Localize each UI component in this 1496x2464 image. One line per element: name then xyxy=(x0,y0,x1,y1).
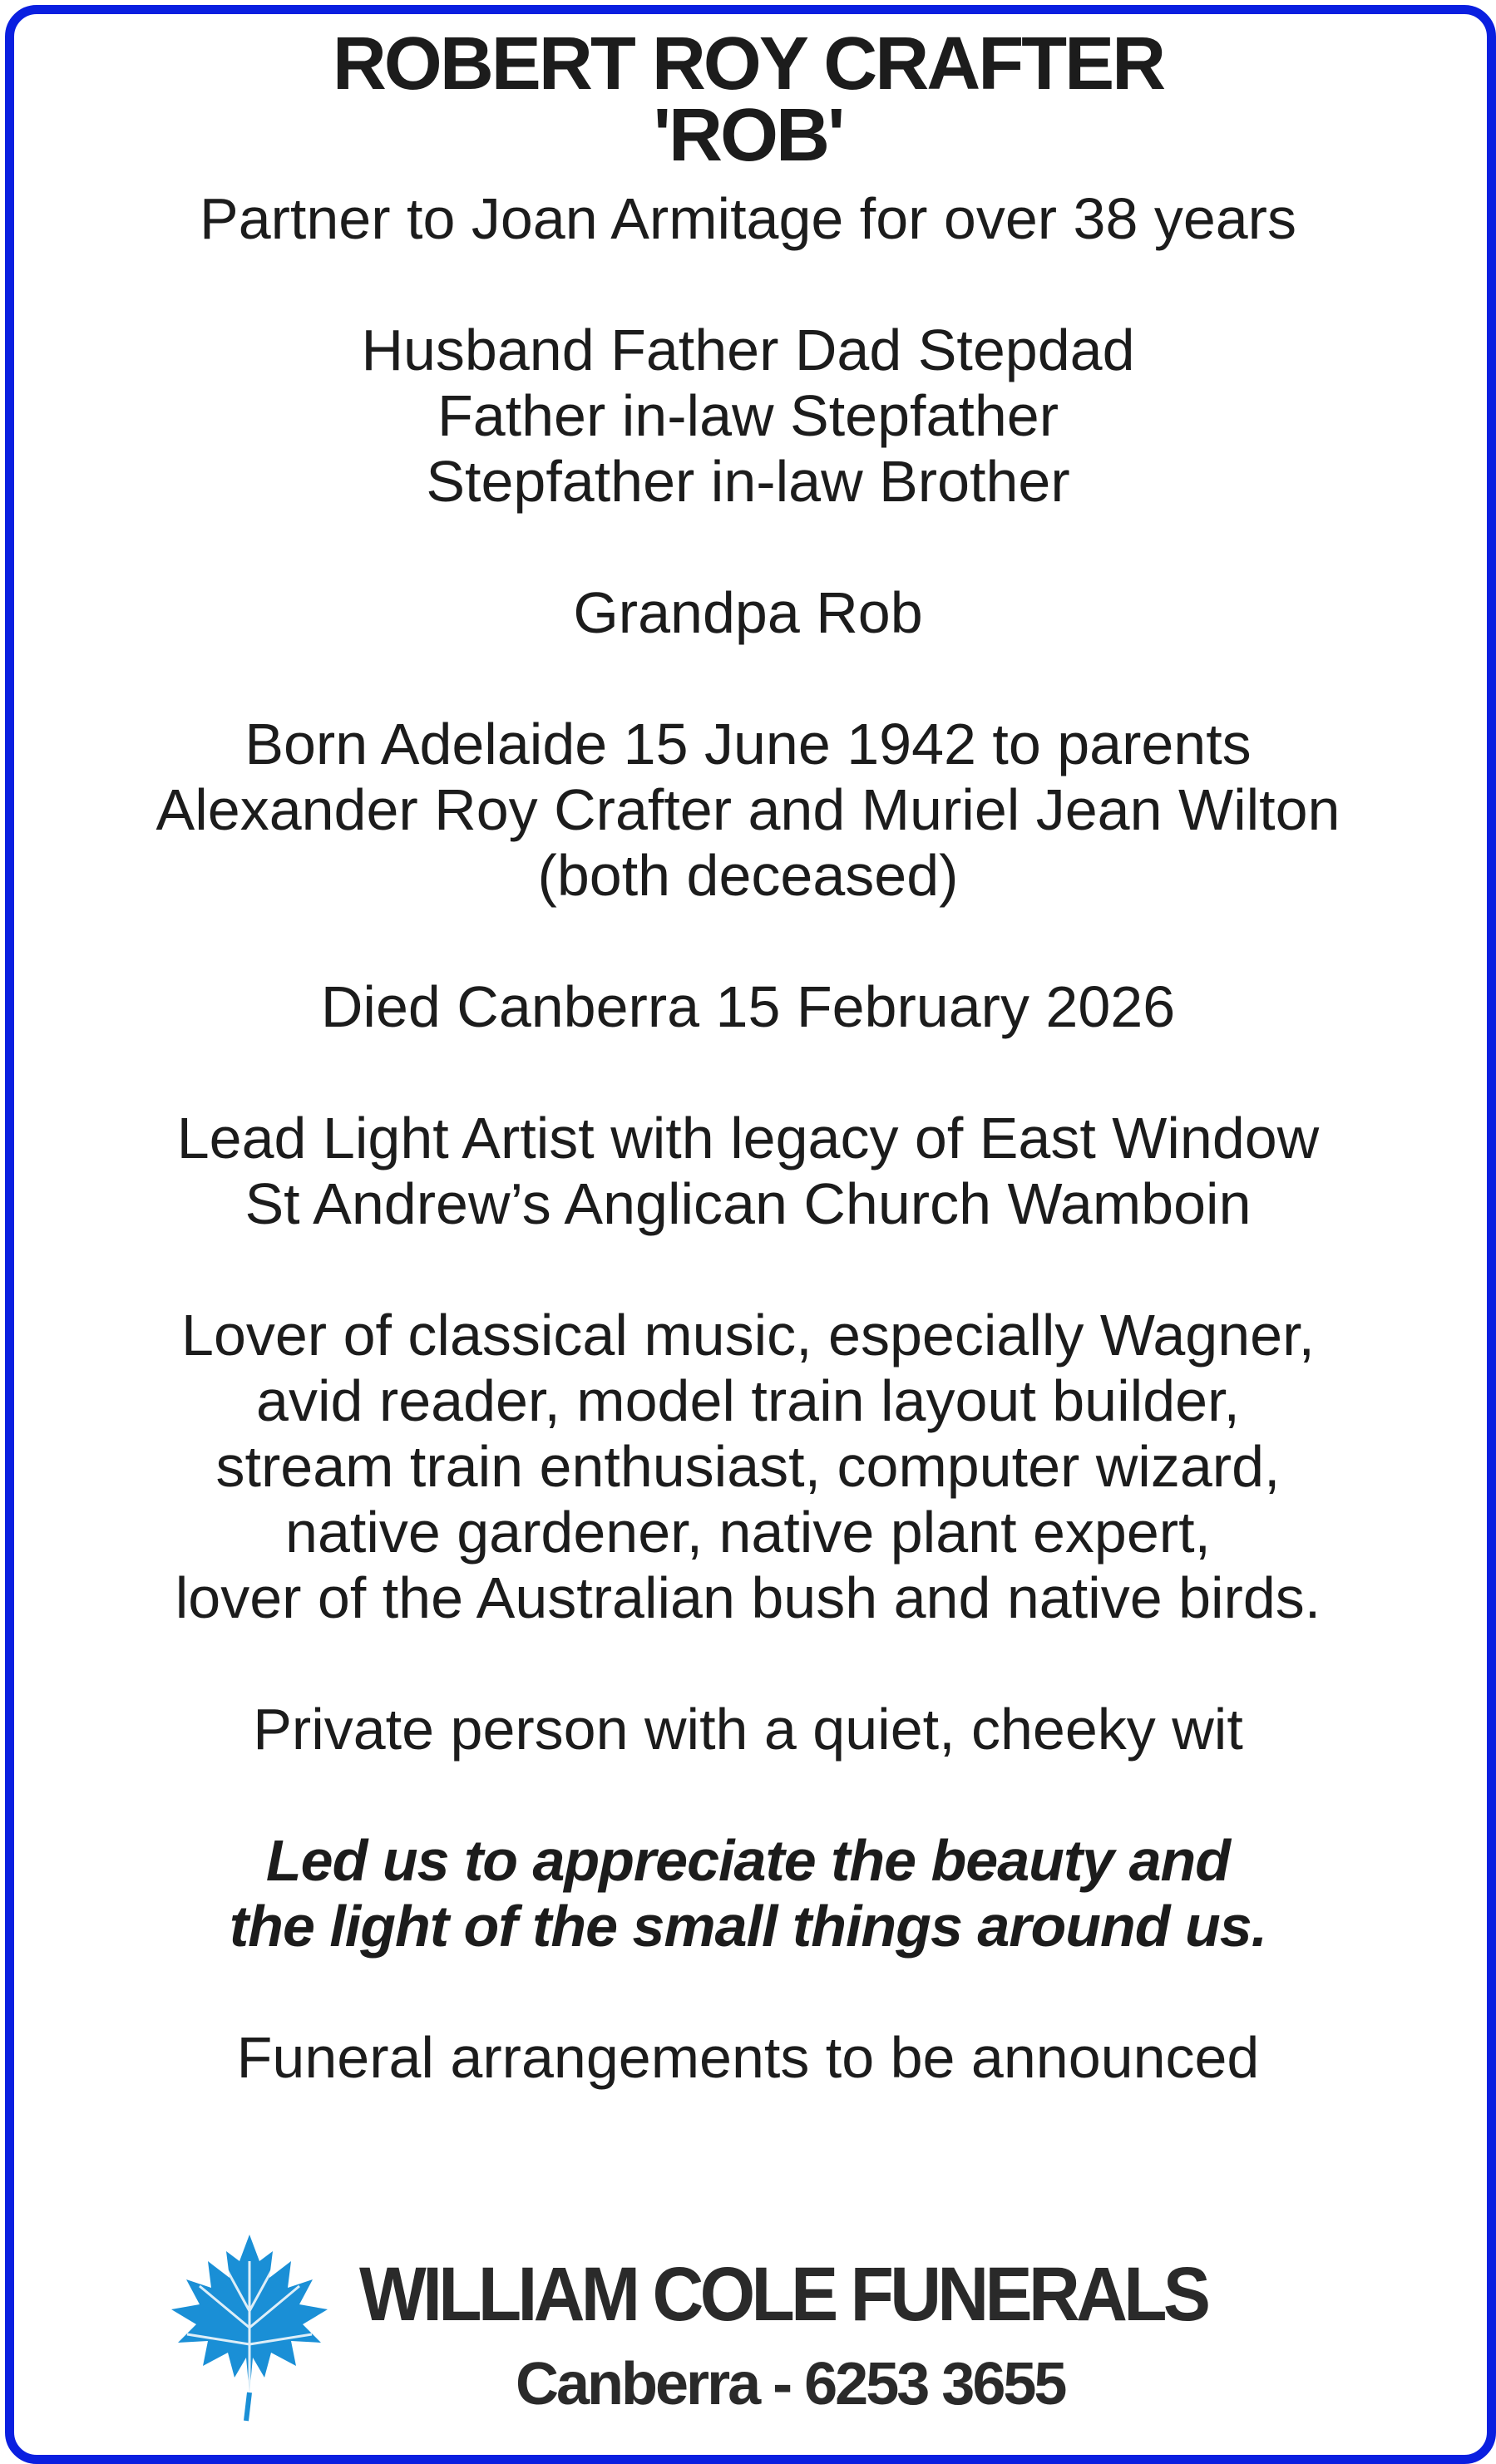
funeral-block xyxy=(0,2025,1496,2091)
interests xyxy=(0,1303,1496,1631)
funeral-home-logo xyxy=(166,2228,1347,2427)
artist-line: St Andrew’s Anglican Church Wamboin xyxy=(244,1171,1252,1236)
birth-details xyxy=(0,712,1496,909)
grandpa-line: Grandpa Rob xyxy=(573,580,923,645)
deceased-nickname: 'ROB' xyxy=(653,94,843,177)
birth-line: Born Adelaide 15 June 1942 to parents xyxy=(244,712,1252,776)
roles-line: Husband Father Dad Stepdad xyxy=(361,318,1135,382)
roles-line: Father in-law Stepfather xyxy=(437,383,1059,448)
birth-line: (both deceased) xyxy=(537,843,959,908)
partner-line: Partner to Joan Armitage for over 38 years xyxy=(200,186,1296,251)
interests-line: avid reader, model train layout builder, xyxy=(256,1368,1240,1433)
deceased-name: ROBERT ROY CRAFTER xyxy=(332,22,1164,106)
artist-line: Lead Light Artist with legacy of East Window xyxy=(176,1106,1320,1170)
death-line: Died Canberra 15 February 2026 xyxy=(320,974,1176,1039)
tribute-line: the light of the small things around us. xyxy=(229,1894,1267,1959)
grandpa-block xyxy=(0,580,1496,646)
roles-line: Stepfather in-law Brother xyxy=(426,449,1070,514)
interests-line: lover of the Australian bush and native birds. xyxy=(175,1565,1321,1630)
personality-line: Private person with a quiet, cheeky wit xyxy=(253,1697,1243,1762)
birth-line: Alexander Roy Crafter and Muriel Jean Wilton xyxy=(156,777,1340,842)
interests-line: stream train enthusiast, computer wizard, xyxy=(215,1434,1281,1499)
tribute-line: Led us to appreciate the beauty and xyxy=(265,1828,1231,1893)
tribute xyxy=(0,1828,1496,1959)
logo-title: WILLIAM COLE FUNERALS xyxy=(359,2252,1207,2337)
interests-line: native gardener, native plant expert, xyxy=(285,1500,1211,1565)
funeral-line: Funeral arrangements to be announced xyxy=(236,2025,1260,2090)
death-notice xyxy=(0,22,1496,2091)
artist-details xyxy=(0,1106,1496,1237)
death-details xyxy=(0,974,1496,1040)
partner-line-block xyxy=(0,186,1496,252)
family-roles xyxy=(0,318,1496,515)
maple-leaf-icon xyxy=(166,2228,333,2423)
interests-line: Lover of classical music, especially Wagner, xyxy=(181,1303,1315,1368)
logo-subtitle: Canberra - 6253 3655 xyxy=(516,2351,1065,2417)
personality-block xyxy=(0,1697,1496,1762)
